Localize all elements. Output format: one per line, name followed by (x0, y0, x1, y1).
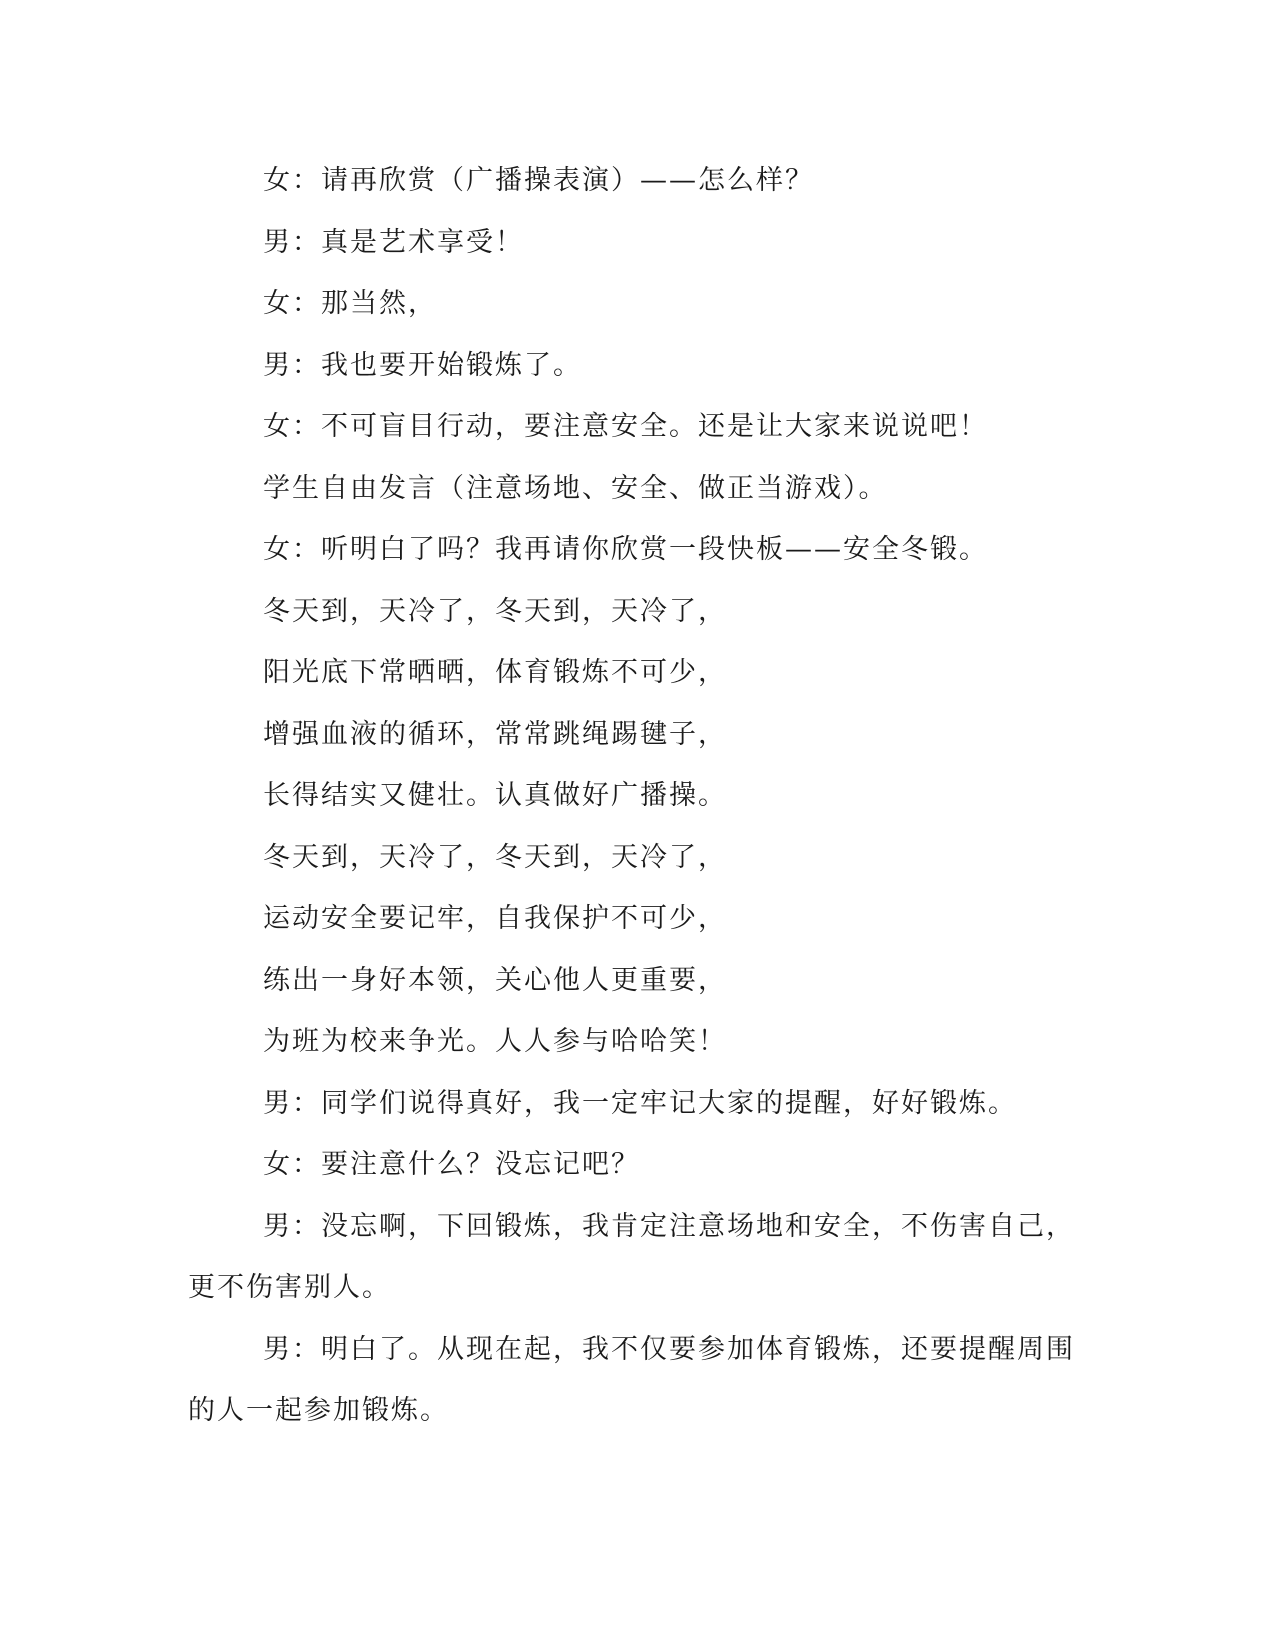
text-line: 运动安全要记牢，自我保护不可少， (263, 903, 727, 934)
text-line: 练出一身好本领，关心他人更重要， (263, 964, 727, 996)
text-line: 女：那当然， (263, 288, 437, 319)
text-line: 女：不可盲目行动，要注意安全。还是让大家来说说吧！ (263, 411, 988, 442)
document-body (188, 158, 1088, 1450)
text-line: 女：请再欣赏（广播操表演）——怎么样？ (263, 165, 814, 196)
paragraph-line: 男：明白了。从现在起，我不仅要参加体育锻炼，还要提醒周围 (263, 1333, 1075, 1365)
text-line: 冬天到，天冷了，冬天到，天冷了， (263, 841, 727, 873)
text-line: 男：真是艺术享受！ (263, 226, 524, 258)
paragraph-line: 更不伤害别人。 (188, 1272, 391, 1303)
text-line: 学生自由发言（注意场地、安全、做正当游戏）。 (263, 472, 888, 504)
text-line: 增强血液的循环，常常跳绳踢毽子， (263, 718, 727, 750)
text-line: 女：要注意什么？没忘记吧？ (263, 1149, 640, 1180)
paragraph-line: 的人一起参加锻炼。 (188, 1395, 449, 1426)
text-line: 为班为校来争光。人人参与哈哈笑！ (263, 1026, 727, 1057)
text-line: 阳光底下常晒晒，体育锻炼不可少， (263, 657, 727, 688)
text-line: 男：同学们说得真好，我一定牢记大家的提醒，好好锻炼。 (263, 1087, 1017, 1119)
text-line: 男：我也要开始锻炼了。 (263, 349, 582, 381)
paragraph-line: 男：没忘啊，下回锻炼，我肯定注意场地和安全，不伤害自己， (263, 1210, 1075, 1242)
text-line: 冬天到，天冷了，冬天到，天冷了， (263, 595, 727, 627)
text-line: 女：听明白了吗？我再请你欣赏一段快板——安全冬锻。 (263, 534, 988, 565)
text-line: 长得结实又健壮。认真做好广播操。 (263, 780, 727, 811)
